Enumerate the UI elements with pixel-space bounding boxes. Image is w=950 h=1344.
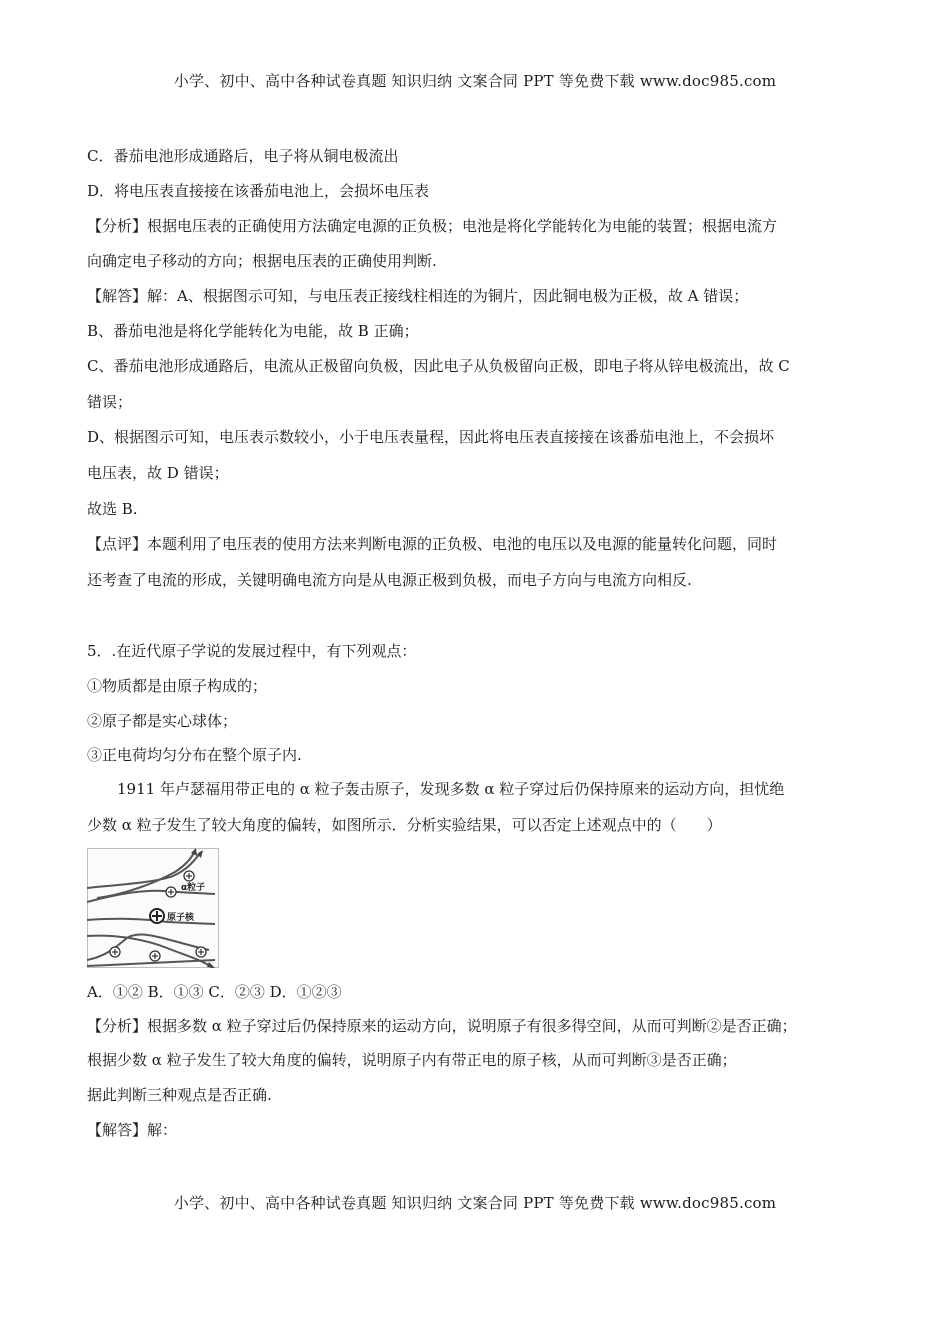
- q5-analysis-line-3: 据此判断三种观点是否正确.: [87, 1086, 272, 1104]
- page-header: 小学、初中、高中各种试卷真题 知识归纳 文案合同 PPT 等免费下载 www.doc985.com: [173, 72, 777, 90]
- q5-options: A．①② B．①③ C．②③ D．①②③: [87, 983, 342, 1001]
- q4-analysis-line-1: 【分析】根据电压表的正确使用方法确定电源的正负极；电池是将化学能转化为电能的装置；根据电流方: [87, 217, 778, 235]
- q4-comment-line-2: 还考查了电流的形成，关键明确电流方向是从电源正极到负极，而电子方向与电流方向相反.: [87, 571, 692, 589]
- label-alpha-particle: α粒子: [181, 883, 206, 893]
- q4-analysis-line-2: 向确定电子移动的方向；根据电压表的正确使用判断.: [87, 252, 437, 270]
- q5-analysis-line-2: 根据少数 α 粒子发生了较大角度的偏转，说明原子内有带正电的原子核，从而可判断③是否正确；: [87, 1051, 737, 1069]
- q5-view-1: ①物质都是由原子构成的；: [87, 677, 268, 695]
- q5-view-3: ③正电荷均匀分布在整个原子内.: [87, 746, 302, 764]
- q4-answer-line-4: 错误；: [87, 393, 133, 411]
- q4-option-c: C．番茄电池形成通路后，电子将从铜电极流出: [87, 147, 399, 165]
- q4-comment-line-1: 【点评】本题利用了电压表的使用方法来判断电源的正负极、电池的电压以及电源的能量转化问题，同时: [87, 535, 778, 553]
- q4-answer-line-7: 故选 B.: [87, 500, 138, 518]
- q4-answer-line-2: B、番茄电池是将化学能转化为电能，故 B 正确；: [87, 322, 419, 340]
- q4-option-d: D．将电压表直接接在该番茄电池上，会损坏电压表: [87, 182, 430, 200]
- q4-answer-line-5: D、根据图示可知，电压表示数较小，小于电压表量程，因此将电压表直接接在该番茄电池上，不会损坏: [87, 428, 775, 446]
- scattering-diagram: [87, 848, 219, 968]
- rutherford-scattering-figure: [87, 848, 219, 968]
- label-nucleus: 原子核: [167, 913, 195, 923]
- q5-desc-line-2: 少数 α 粒子发生了较大角度的偏转，如图所示．分析实验结果，可以否定上述观点中的（ ）: [87, 816, 722, 834]
- q4-answer-line-3: C、番茄电池形成通路后，电流从正极留向负极，因此电子从负极留向正极，即电子将从锌电极流出，故 C: [87, 357, 790, 375]
- page-footer: 小学、初中、高中各种试卷真题 知识归纳 文案合同 PPT 等免费下载 www.doc985.com: [173, 1194, 777, 1212]
- q5-answer-line-1: 【解答】解：: [87, 1121, 178, 1139]
- q5-desc-line-1: 1911 年卢瑟福用带正电的 α 粒子轰击原子，发现多数 α 粒子穿过后仍保持原来的运动方向，担忧绝: [117, 780, 785, 798]
- q5-stem: 5．.在近代原子学说的发展过程中，有下列观点：: [87, 642, 417, 660]
- q4-answer-line-1: 【解答】解：A、根据图示可知，与电压表正接线柱相连的为铜片，因此铜电极为正极，故 A 错误；: [87, 287, 749, 305]
- q4-answer-line-6: 电压表，故 D 错误；: [87, 464, 229, 482]
- q5-view-2: ②原子都是实心球体；: [87, 712, 238, 730]
- q5-analysis-line-1: 【分析】根据多数 α 粒子穿过后仍保持原来的运动方向，说明原子有很多得空间，从而可判断②是否正确；: [87, 1017, 797, 1035]
